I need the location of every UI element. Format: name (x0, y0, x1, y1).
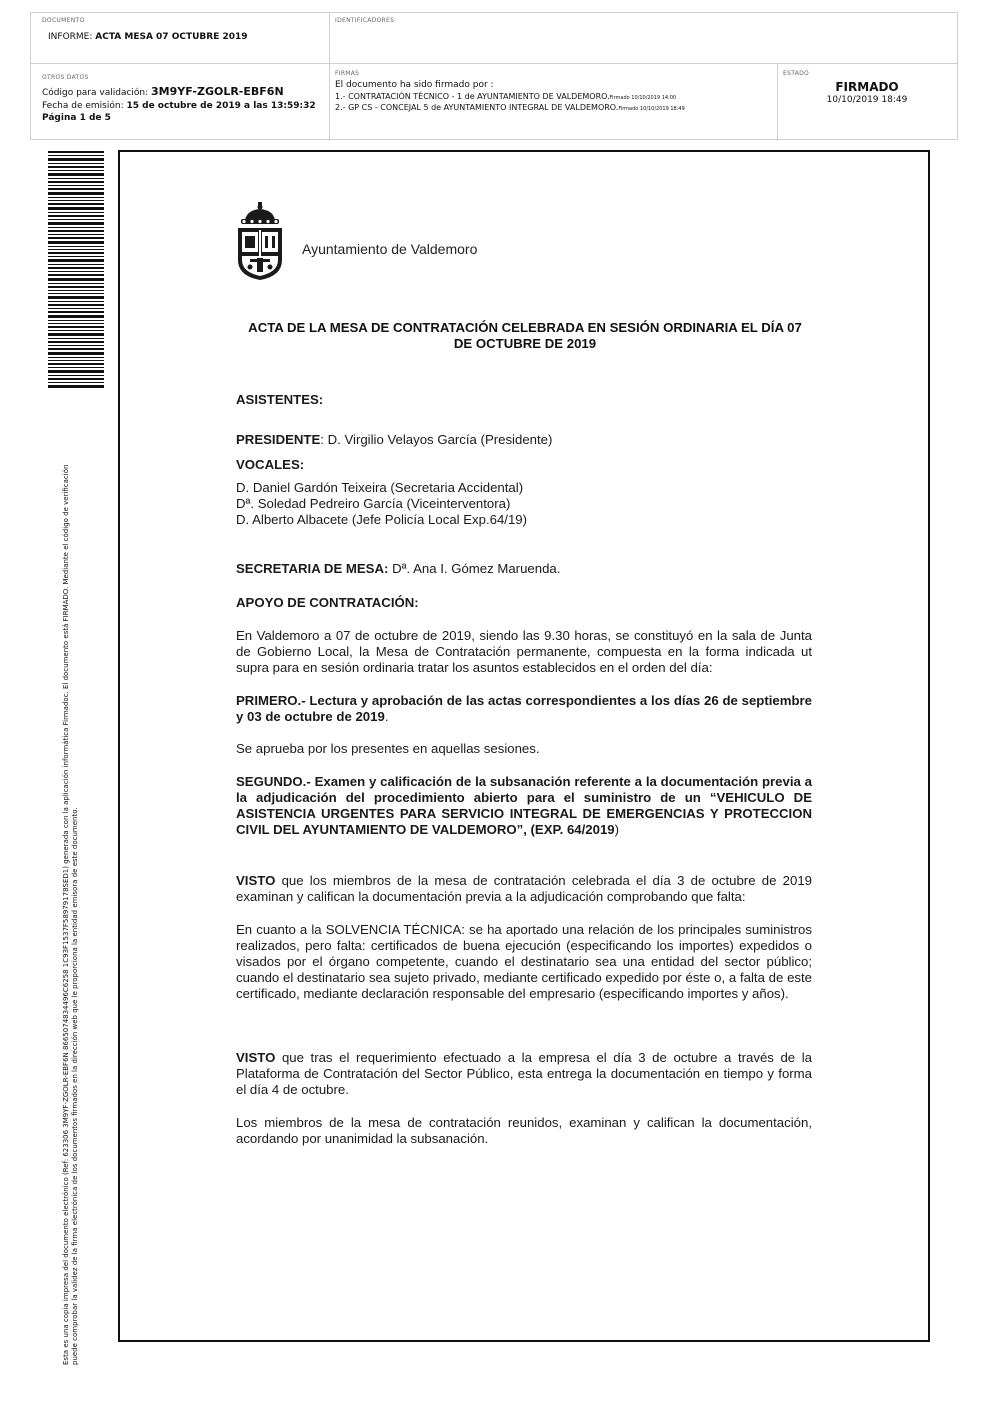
visto-1-label: VISTO (236, 873, 276, 888)
firma-2-text: 2.- GP CS - CONCEJAL 5 de AYUNTAMIENTO INTEGRAL DE VALDEMORO. (335, 103, 619, 112)
status-badge: FIRMADO (835, 80, 899, 94)
aprueba-paragraph: Se aprueba por los presentes en aquellas sesiones. (236, 741, 540, 756)
solvencia-paragraph: En cuanto a la SOLVENCIA TÉCNICA: se ha aportado una relación de los principales suministros realizados, pero falta: certificados de buena ejecución (especificando los importes) expedidos o visados por el órgano competente, cuando el destinatario sea una entidad del sector público; cuando el destinatario sea sujeto privado, mediante certificado expedido por éste o, a falta de este certificado, mediante declaración responsable del empresario (especificando importes y años). (236, 922, 812, 1001)
otros-datos-label: OTROS DATOS (42, 74, 89, 81)
visto-2-text: que tras el requerimiento efectuado a la empresa el día 3 de octubre a través de la Plataforma de Contratación del Sector Público, esta entrega la documentación en tiempo y forma el día 4 de octubre. (236, 1050, 812, 1097)
codigo-prefix: Código para validación: (42, 88, 152, 98)
primero-end: . (384, 709, 389, 724)
identificadores-label: IDENTIFICADORES (335, 17, 395, 24)
title-line-1: ACTA DE LA MESA DE CONTRATACIÓN CELEBRADA EN SESIÓN ORDINARIA EL DÍA 07 (248, 320, 802, 335)
intro-paragraph: En Valdemoro a 07 de octubre de 2019, siendo las 9.30 horas, se constituyó en la sala de Junta de Gobierno Local, la Mesa de Contratación permanente, compuesta en la forma indicada ut supra para en sesión ordinaria tratar los asuntos establecidos en el orden del día: (236, 628, 812, 675)
organization-name: Ayuntamiento de Valdemoro (302, 241, 478, 257)
firmas-intro: El documento ha sido firmado por : (335, 80, 494, 90)
firma-1-date: Firmado 10/10/2019 14:00 (609, 95, 677, 101)
title-line-2: DE OCTUBRE DE 2019 (453, 336, 597, 351)
firmas-label: FIRMAS (335, 70, 360, 77)
firma-1-text: 1.- CONTRATACIÓN TÉCNICO - 1 de AYUNTAMIENTO DE VALDEMORO. (335, 92, 610, 101)
secretaria-label: SECRETARIA DE MESA: (236, 561, 389, 576)
emission-date (42, 101, 316, 111)
segundo-paragraph (236, 774, 812, 838)
visto-1-text: que los miembros de la mesa de contratación celebrada el día 3 de octubre de 2019 examinan y califican la documentación previa a la adjudicación comprobando que falta: (236, 873, 812, 904)
vocales-heading: VOCALES: (236, 457, 305, 472)
visto-2-label: VISTO (236, 1050, 276, 1065)
vocal-item: D. Daniel Gardón Teixeira (Secretaria Accidental) (236, 480, 524, 495)
barcode (48, 151, 104, 389)
header-divider (329, 13, 330, 63)
header-divider (329, 63, 330, 141)
visto-2-paragraph (236, 1050, 812, 1098)
apoyo-heading: APOYO DE CONTRATACIÓN: (236, 595, 419, 610)
document-type (48, 32, 248, 42)
document-name: ACTA MESA 07 OCTUBRE 2019 (95, 32, 248, 42)
primero-paragraph (236, 693, 812, 725)
coat-of-arms-logo (235, 202, 285, 280)
segundo-end: ) (614, 822, 620, 837)
page-count: Página 1 de 5 (42, 113, 111, 123)
validation-code (42, 85, 284, 98)
document-title (230, 320, 820, 352)
document-page (118, 150, 930, 1342)
asistentes-heading: ASISTENTES: (236, 392, 324, 407)
firma-2-date: Firmado 10/10/2019 18:49 (618, 106, 685, 112)
secretaria-value: Dª. Ana I. Gómez Maruenda. (388, 561, 561, 576)
final-paragraph: Los miembros de la mesa de contratación reunidos, examinan y califican la documentación, acordando por unanimidad la subsanación. (236, 1115, 812, 1146)
side-text-line-1: Esta es una copia impresa del documento electrónico (Ref: 623306 3M9YF-ZGOLR-EBF6N 8665074834496C6258 1C93F1537F58979178SED1) generada con la aplicación informática Firmadoc. El documento está FIRMADO. Mediante el código de verificación (62, 464, 70, 1365)
presidente-label: PRESIDENTE (236, 432, 321, 447)
primero-heading: PRIMERO.- Lectura y aprobación de las actas correspondientes a los días 26 de septiembre y 03 de octubre de 2019 (236, 693, 812, 724)
estado-label: ESTADO (783, 70, 810, 77)
secretaria-line (236, 561, 812, 577)
vocales-list (236, 480, 812, 528)
header-divider (31, 63, 957, 64)
vocal-item: Dª. Soledad Pedreiro García (Viceinterventora) (236, 496, 511, 511)
vocal-item: D. Alberto Albacete (Jefe Policía Local Exp.64/19) (236, 512, 528, 527)
status-date: 10/10/2019 18:49 (826, 95, 908, 105)
presidente-line (236, 432, 812, 448)
firma-1 (335, 92, 676, 101)
validation-header (30, 12, 958, 140)
side-text-line-2: puede comprobar la validez de la firma electrónica de los documentos firmados en la dirección web que le proporciona la entidad emisora de este documento. (71, 807, 79, 1365)
document-prefix: INFORME: (48, 32, 96, 42)
codigo-value: 3M9YF-ZGOLR-EBF6N (151, 85, 284, 98)
documento-label: DOCUMENTO (42, 17, 85, 24)
visto-1-paragraph (236, 873, 812, 905)
presidente-value: : D. Virgilio Velayos García (Presidente) (320, 432, 553, 447)
firma-2 (335, 103, 685, 112)
verification-side-text (62, 385, 80, 1365)
fecha-prefix: Fecha de emisión: (42, 101, 127, 111)
fecha-value: 15 de octubre de 2019 a las 13:59:32 (126, 101, 316, 111)
segundo-heading: SEGUNDO.- Examen y calificación de la subsanación referente a la documentación previa a la adjudicación del procedimiento abierto para el suministro de un “VEHICULO DE ASISTENCIA URGENTES PARA SERVICIO INTEGRAL DE EMERGENCIAS Y PROTECCION CIVIL DEL AYUNTAMIENTO DE VALDEMORO”, (EXP. 64/2019 (236, 774, 812, 837)
